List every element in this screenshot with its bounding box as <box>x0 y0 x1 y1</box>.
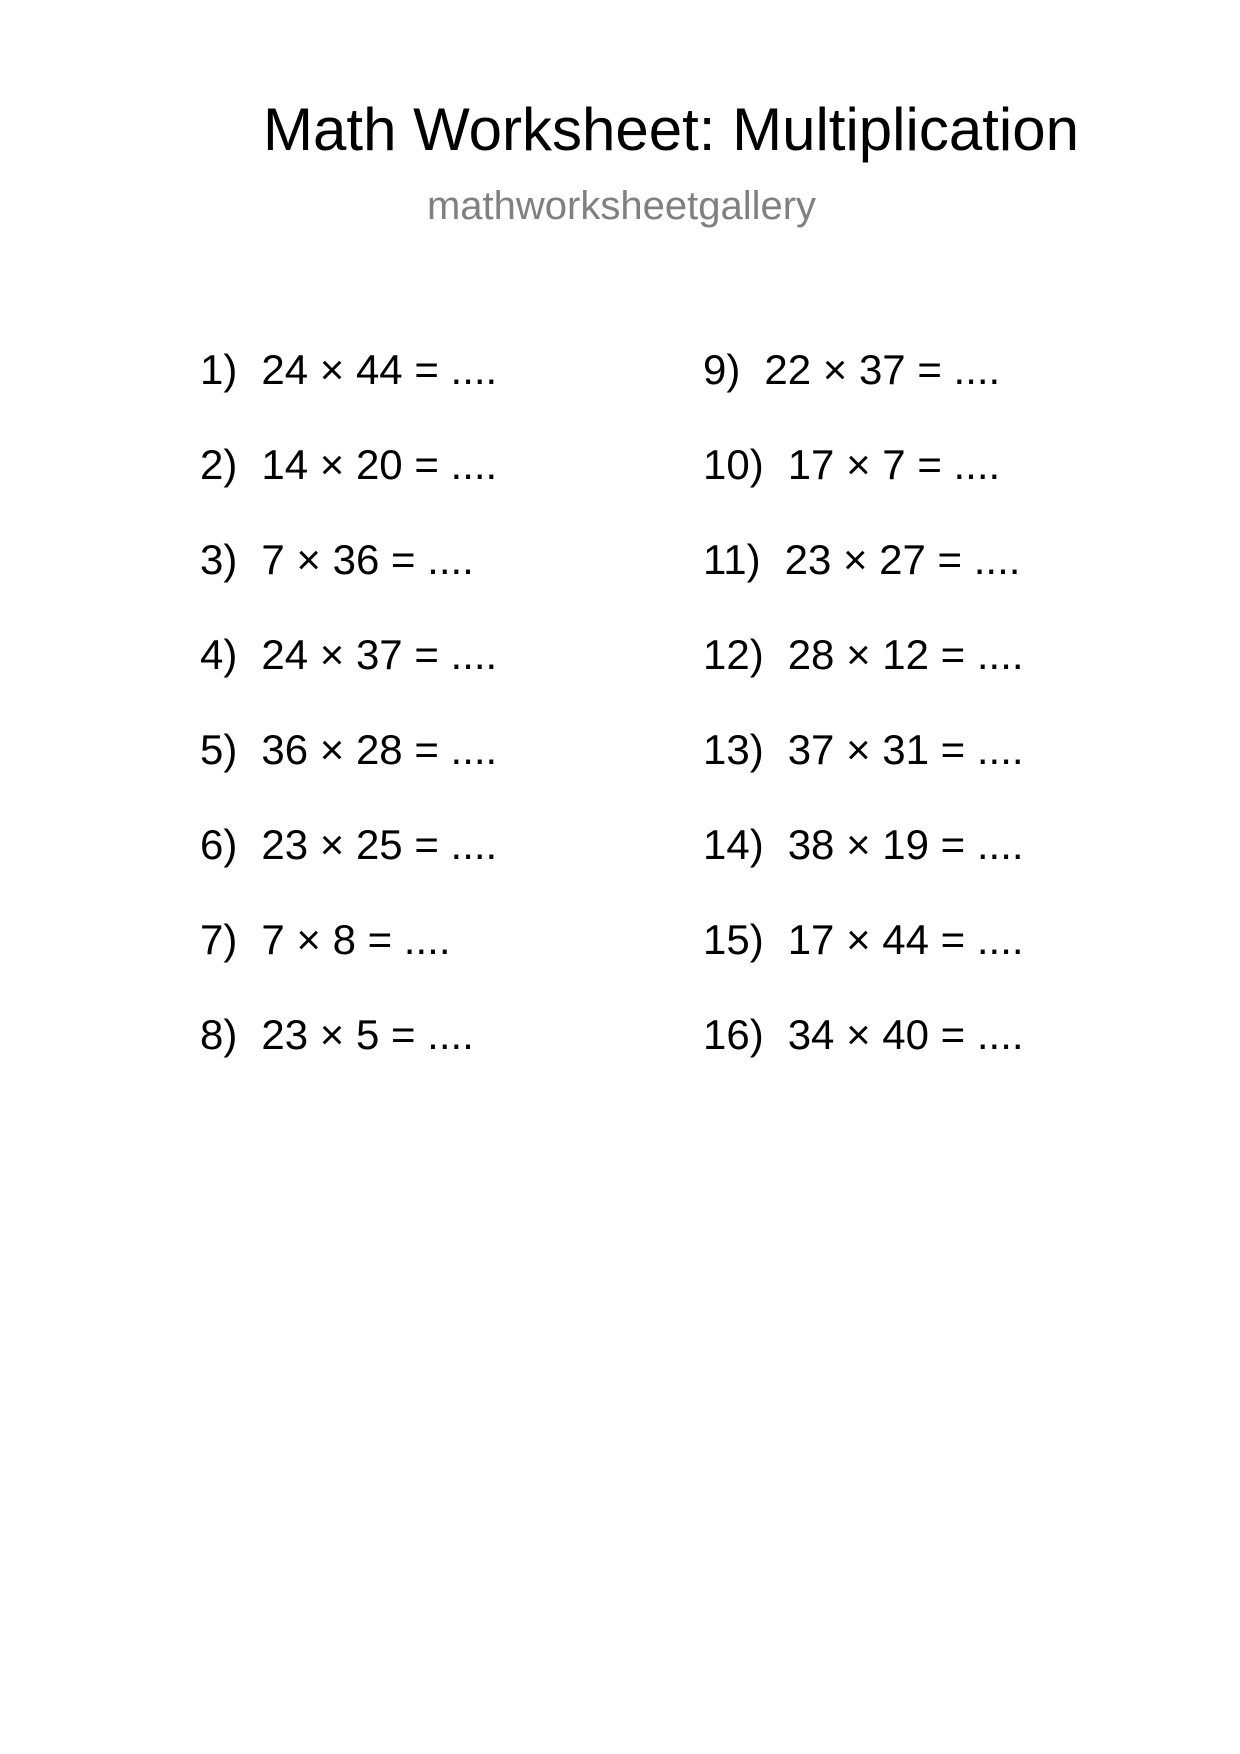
problem-item <box>200 915 497 1010</box>
problem-expression: 17 × 7 = .... <box>787 441 1001 488</box>
problem-item <box>200 345 497 440</box>
problem-number: 16) <box>703 1011 764 1058</box>
problem-number: 7) <box>200 916 238 963</box>
problem-expression: 7 × 8 = .... <box>261 916 451 963</box>
page-title: Math Worksheet: Multiplication <box>263 96 1079 163</box>
problem-expression: 24 × 44 = .... <box>261 346 498 393</box>
problem-expression: 17 × 44 = .... <box>787 916 1024 963</box>
problem-expression: 37 × 31 = .... <box>787 726 1024 773</box>
problem-number: 14) <box>703 821 764 868</box>
problem-expression: 34 × 40 = .... <box>787 1011 1024 1058</box>
problem-expression: 23 × 25 = .... <box>261 821 498 868</box>
problem-expression: 23 × 27 = .... <box>784 536 1021 583</box>
problem-item <box>703 345 1024 440</box>
problem-number: 6) <box>200 821 238 868</box>
problem-number: 4) <box>200 631 238 678</box>
page-subtitle: mathworksheetgallery <box>426 184 817 228</box>
problem-number: 2) <box>200 441 238 488</box>
problem-item <box>200 630 497 725</box>
problem-list-left <box>200 345 497 1105</box>
problem-number: 12) <box>703 631 764 678</box>
problem-number: 10) <box>703 441 764 488</box>
problem-expression: 14 × 20 = .... <box>261 441 498 488</box>
problem-item <box>200 1010 497 1105</box>
problem-number: 1) <box>200 346 238 393</box>
problem-item <box>200 820 497 915</box>
problem-item <box>703 440 1024 535</box>
problem-number: 8) <box>200 1011 238 1058</box>
problem-item <box>200 725 497 820</box>
problem-expression: 24 × 37 = .... <box>261 631 498 678</box>
problem-number: 13) <box>703 726 764 773</box>
problem-item <box>200 535 497 630</box>
problem-expression: 28 × 12 = .... <box>787 631 1024 678</box>
problem-list-right <box>703 345 1024 1105</box>
problem-item <box>703 820 1024 915</box>
problem-expression: 38 × 19 = .... <box>787 821 1024 868</box>
problem-item <box>703 725 1024 820</box>
problem-item <box>703 915 1024 1010</box>
problem-number: 3) <box>200 536 238 583</box>
problem-number: 15) <box>703 916 764 963</box>
problem-expression: 36 × 28 = .... <box>261 726 498 773</box>
problem-expression: 7 × 36 = .... <box>261 536 474 583</box>
problem-number: 9) <box>703 346 741 393</box>
problem-item <box>703 1010 1024 1105</box>
problem-number: 11) <box>703 536 761 583</box>
problem-item <box>703 630 1024 725</box>
problem-expression: 22 × 37 = .... <box>764 346 1001 393</box>
problem-expression: 23 × 5 = .... <box>261 1011 474 1058</box>
problem-number: 5) <box>200 726 238 773</box>
problem-item <box>200 440 497 535</box>
problem-item <box>703 535 1024 630</box>
